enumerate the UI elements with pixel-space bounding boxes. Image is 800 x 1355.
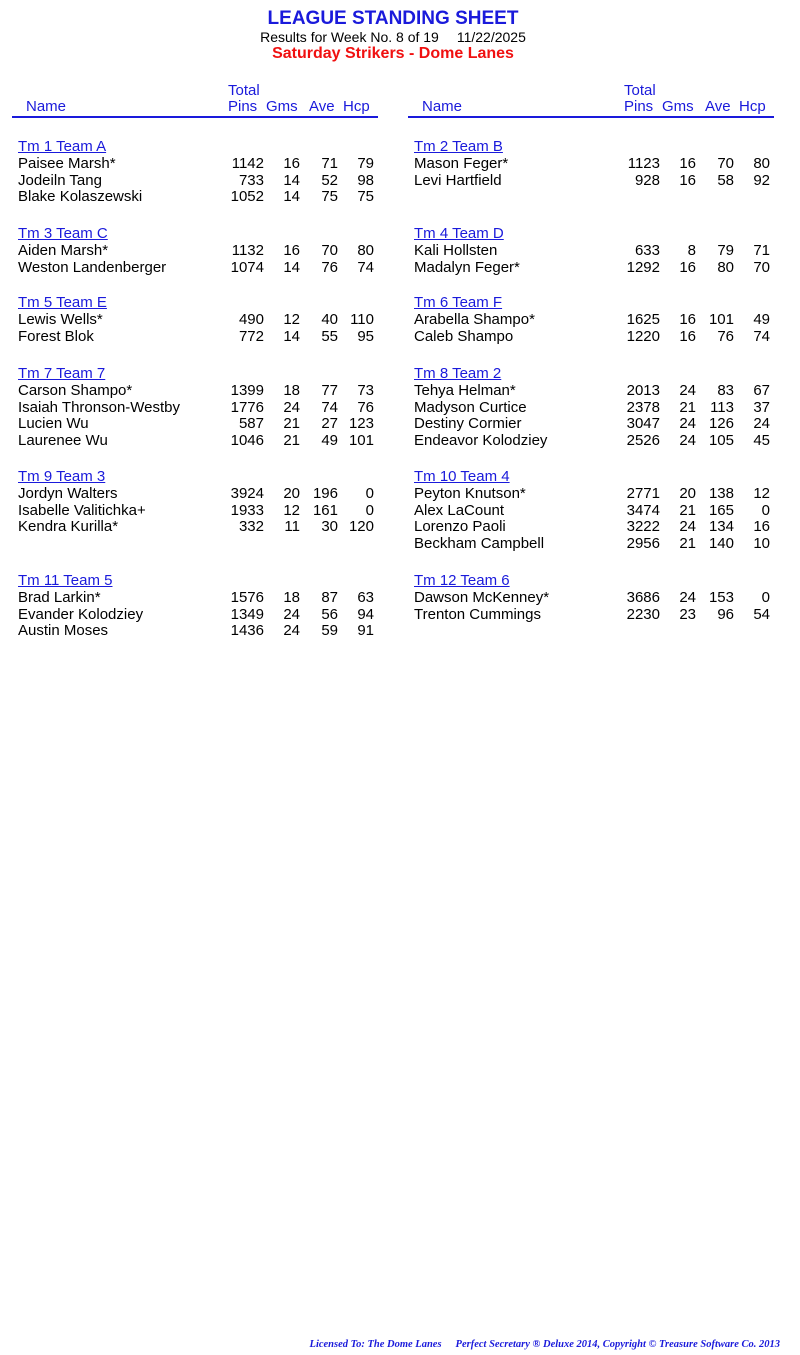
bowler-name: Madalyn Feger* [414, 258, 520, 276]
bowler-pins: 1046 [230, 432, 264, 450]
bowler-average: 49 [321, 432, 338, 450]
bowler-handicap: 73 [357, 382, 374, 399]
bowler-games: 14 [283, 188, 300, 206]
bowler-name: Mason Feger* [414, 155, 509, 172]
league-name: Saturday Strikers - Dome Lanes [272, 45, 514, 62]
bowler-name: Jordyn Walters [18, 485, 118, 502]
bowler-games: 16 [679, 171, 696, 189]
bowler-name: Carson Shampo* [18, 382, 133, 399]
header-gms: Gms [266, 98, 298, 115]
bowler-average: 30 [321, 518, 338, 536]
bowler-handicap: 67 [753, 382, 770, 399]
bowler-list [12, 312, 378, 345]
bowler-row [12, 607, 378, 624]
bowler-list [408, 590, 774, 623]
license-text: Licensed To: The Dome Lanes [309, 1339, 442, 1350]
bowler-games: 24 [679, 518, 696, 536]
right-column [408, 82, 774, 623]
bowler-name: Weston Landenberger [18, 258, 167, 276]
bowler-name: Endeavor Kolodziey [414, 432, 548, 450]
bowler-games: 14 [283, 258, 300, 276]
bowler-pins: 1292 [626, 258, 660, 276]
bowler-pins: 1349 [230, 605, 264, 623]
bowler-name: Isabelle Valitichka+ [18, 501, 146, 519]
bowler-games: 21 [283, 415, 300, 433]
bowler-name: Lorenzo Paoli [414, 518, 506, 536]
bowler-handicap: 0 [761, 501, 770, 519]
bowler-list [408, 486, 774, 553]
bowler-name: Trenton Cummings [414, 605, 541, 623]
bowler-handicap: 74 [753, 327, 770, 345]
bowler-pins: 2013 [626, 382, 660, 399]
bowler-pins: 1052 [230, 188, 264, 206]
bowler-row [408, 383, 774, 400]
bowler-row [408, 400, 774, 417]
bowler-pins: 633 [634, 242, 660, 259]
bowler-handicap: 92 [753, 171, 770, 189]
bowler-handicap: 70 [753, 258, 770, 276]
bowler-handicap: 94 [357, 605, 374, 623]
bowler-pins: 1142 [231, 155, 264, 172]
bowler-name: Lucien Wu [18, 415, 89, 433]
bowler-handicap: 101 [348, 432, 374, 450]
bowler-row [12, 329, 378, 346]
bowler-name: Blake Kolaszewski [18, 188, 143, 206]
bowler-pins: 3924 [230, 485, 264, 502]
bowler-pins: 1123 [627, 155, 660, 172]
bowler-average: 71 [321, 155, 338, 172]
bowler-average: 105 [708, 432, 734, 450]
bowler-games: 21 [679, 535, 696, 553]
bowler-games: 24 [679, 589, 696, 606]
bowler-handicap: 37 [753, 398, 770, 416]
bowler-games: 16 [283, 242, 300, 259]
bowler-handicap: 79 [357, 155, 374, 172]
bowler-name: Levi Hartfield [414, 171, 502, 189]
bowler-games: 24 [283, 605, 300, 623]
bowler-list [12, 156, 378, 206]
footer [0, 1339, 780, 1350]
bowler-name: Kali Hollsten [414, 242, 498, 259]
week-text: Results for Week No. 8 of 19 [260, 29, 439, 45]
bowler-name: Caleb Shampo [414, 327, 514, 345]
bowler-name: Kendra Kurilla* [18, 518, 119, 536]
bowler-average: 113 [710, 398, 734, 416]
bowler-name: Dawson McKenney* [414, 589, 550, 606]
bowler-list [408, 312, 774, 345]
bowler-pins: 587 [238, 415, 264, 433]
bowler-average: 55 [321, 327, 338, 345]
team-name-link[interactable]: Tm 6 Team F [414, 294, 503, 311]
team-name-link[interactable]: Tm 9 Team 3 [18, 468, 106, 485]
bowler-games: 16 [679, 311, 696, 328]
bowler-list [12, 590, 378, 640]
bowler-row [408, 607, 774, 624]
header-hcp: Hcp [739, 98, 766, 115]
bowler-row [12, 243, 378, 260]
bowler-average: 161 [312, 501, 338, 519]
team-name-link[interactable]: Tm 10 Team 4 [414, 468, 510, 485]
bowler-average: 126 [708, 415, 734, 433]
bowler-row [408, 329, 774, 346]
bowler-list [408, 156, 774, 189]
bowler-average: 76 [321, 258, 338, 276]
bowler-handicap: 45 [753, 432, 770, 450]
bowler-pins: 733 [238, 171, 264, 189]
bowler-name: Tehya Helman* [414, 382, 516, 399]
bowler-name: Madyson Curtice [414, 398, 527, 416]
bowler-games: 14 [283, 327, 300, 345]
bowler-handicap: 0 [761, 589, 770, 606]
bowler-handicap: 76 [357, 398, 374, 416]
bowler-name: Jodeiln Tang [18, 171, 102, 189]
column-header [408, 82, 774, 118]
bowler-handicap: 24 [753, 415, 770, 433]
left-column [12, 82, 378, 640]
column-header [12, 82, 378, 118]
bowler-handicap: 0 [365, 501, 374, 519]
team-name-link[interactable]: Tm 1 Team A [18, 138, 107, 155]
bowler-row [408, 519, 774, 536]
bowler-pins: 332 [238, 518, 264, 536]
bowler-pins: 2230 [626, 605, 660, 623]
header-pins: Pins [624, 98, 654, 115]
header-total: Total [228, 82, 260, 99]
bowler-row [12, 189, 378, 206]
bowler-average: 77 [321, 382, 338, 399]
bowler-pins: 3047 [626, 415, 660, 433]
bowler-handicap: 80 [357, 242, 374, 259]
bowler-games: 20 [679, 485, 696, 502]
team-name-link[interactable]: Tm 11 Team 5 [18, 572, 113, 589]
bowler-row [12, 260, 378, 277]
bowler-pins: 2771 [626, 485, 660, 502]
bowler-average: 40 [321, 311, 338, 328]
bowler-handicap: 91 [357, 622, 374, 640]
bowler-handicap: 63 [357, 589, 374, 606]
bowler-average: 101 [708, 311, 734, 328]
bowler-handicap: 16 [753, 518, 770, 536]
bowler-games: 21 [283, 432, 300, 450]
bowler-handicap: 98 [357, 171, 374, 189]
bowler-pins: 3474 [626, 501, 660, 519]
bowler-average: 76 [717, 327, 734, 345]
bowler-games: 8 [687, 242, 696, 259]
bowler-row [12, 312, 378, 329]
bowler-row [408, 416, 774, 433]
bowler-average: 153 [708, 589, 734, 606]
sheet-subtitle [0, 29, 786, 45]
bowler-average: 79 [717, 242, 734, 259]
bowler-average: 70 [717, 155, 734, 172]
bowler-handicap: 10 [753, 535, 770, 553]
bowler-average: 52 [321, 171, 338, 189]
bowler-pins: 2526 [626, 432, 660, 450]
team-name-link[interactable]: Tm 4 Team D [414, 225, 504, 242]
bowler-row [408, 503, 774, 520]
bowler-average: 75 [321, 188, 338, 206]
bowler-row [408, 243, 774, 260]
bowler-row [12, 433, 378, 450]
bowler-handicap: 120 [348, 518, 374, 536]
bowler-pins: 1399 [230, 382, 264, 399]
header-ave: Ave [309, 98, 335, 115]
bowler-name: Lewis Wells* [18, 311, 103, 328]
bowler-list [408, 383, 774, 450]
bowler-handicap: 80 [753, 155, 770, 172]
bowler-row [408, 536, 774, 553]
bowler-row [12, 173, 378, 190]
bowler-games: 24 [283, 622, 300, 640]
bowler-row [12, 590, 378, 607]
bowler-average: 196 [312, 485, 338, 502]
bowler-games: 24 [679, 382, 696, 399]
team-name-link[interactable]: Tm 2 Team B [414, 138, 503, 155]
bowler-pins: 1074 [230, 258, 264, 276]
bowler-name: Alex LaCount [414, 501, 505, 519]
team-name-link[interactable]: Tm 5 Team E [18, 294, 107, 311]
bowler-pins: 928 [634, 171, 660, 189]
bowler-name: Destiny Cormier [414, 415, 522, 433]
bowler-row [12, 400, 378, 417]
bowler-row [408, 260, 774, 277]
bowler-average: 80 [717, 258, 734, 276]
bowler-pins: 1132 [231, 242, 264, 259]
header-hcp: Hcp [343, 98, 370, 115]
bowler-row [12, 503, 378, 520]
bowler-games: 23 [679, 605, 696, 623]
bowler-games: 16 [679, 155, 696, 172]
bowler-list [12, 243, 378, 276]
bowler-name: Forest Blok [18, 327, 94, 345]
bowler-handicap: 95 [357, 327, 374, 345]
bowler-games: 14 [283, 171, 300, 189]
bowler-name: Aiden Marsh* [18, 242, 109, 259]
bowler-handicap: 110 [350, 311, 374, 328]
bowler-games: 24 [679, 415, 696, 433]
bowler-average: 59 [321, 622, 338, 640]
header-pins: Pins [228, 98, 258, 115]
bowler-handicap: 0 [365, 485, 374, 502]
bowler-handicap: 123 [348, 415, 374, 433]
bowler-average: 56 [321, 605, 338, 623]
header-name: Name [422, 98, 463, 115]
bowler-games: 18 [283, 382, 300, 399]
bowler-name: Austin Moses [18, 622, 109, 640]
team-name-link[interactable]: Tm 12 Team 6 [414, 572, 510, 589]
bowler-handicap: 49 [753, 311, 770, 328]
bowler-average: 87 [321, 589, 338, 606]
bowler-average: 83 [717, 382, 734, 399]
bowler-row [12, 383, 378, 400]
bowler-average: 140 [708, 535, 734, 553]
bowler-games: 18 [283, 589, 300, 606]
bowler-games: 16 [679, 258, 696, 276]
bowler-pins: 1625 [626, 311, 660, 328]
bowler-pins: 3686 [626, 589, 660, 606]
sheet-title: LEAGUE STANDING SHEET [267, 8, 519, 29]
bowler-games: 21 [679, 398, 696, 416]
bowler-games: 16 [679, 327, 696, 345]
bowler-name: Beckham Campbell [414, 535, 545, 553]
bowler-average: 27 [321, 415, 338, 433]
bowler-row [408, 156, 774, 173]
bowler-handicap: 12 [753, 485, 770, 502]
bowler-games: 24 [283, 398, 300, 416]
bowler-handicap: 71 [753, 242, 770, 259]
bowler-average: 134 [708, 518, 734, 536]
team-name-link[interactable]: Tm 3 Team C [18, 225, 108, 242]
bowler-name: Isaiah Thronson-Westby [18, 398, 181, 416]
bowler-average: 96 [717, 605, 734, 623]
bowler-name: Peyton Knutson* [414, 485, 526, 502]
bowler-pins: 2378 [626, 398, 660, 416]
bowler-row [12, 156, 378, 173]
bowler-row [12, 623, 378, 640]
header-total: Total [624, 82, 656, 99]
bowler-row [408, 433, 774, 450]
bowler-list [12, 486, 378, 536]
team-name-link[interactable]: Tm 8 Team 2 [414, 365, 502, 382]
bowler-pins: 3222 [626, 518, 660, 536]
bowler-games: 16 [283, 155, 300, 172]
bowler-row [408, 486, 774, 503]
bowler-row [408, 590, 774, 607]
bowler-games: 20 [283, 485, 300, 502]
bowler-name: Brad Larkin* [18, 589, 101, 606]
bowler-average: 165 [708, 501, 734, 519]
team-name-link[interactable]: Tm 7 Team 7 [18, 365, 106, 382]
bowler-pins: 1933 [230, 501, 264, 519]
bowler-games: 12 [283, 311, 300, 328]
bowler-row [12, 416, 378, 433]
header-name: Name [26, 98, 67, 115]
bowler-handicap: 54 [753, 605, 770, 623]
copyright-text: Perfect Secretary ® Deluxe 2014, Copyright © Treasure Software Co. 2013 [455, 1339, 780, 1350]
bowler-row [12, 519, 378, 536]
bowler-average: 138 [708, 485, 734, 502]
bowler-row [408, 312, 774, 329]
bowler-row [12, 486, 378, 503]
bowler-pins: 1776 [230, 398, 264, 416]
bowler-games: 24 [679, 432, 696, 450]
bowler-name: Evander Kolodziey [18, 605, 144, 623]
bowler-average: 70 [321, 242, 338, 259]
bowler-games: 11 [284, 518, 300, 536]
bowler-games: 21 [679, 501, 696, 519]
bowler-games: 12 [283, 501, 300, 519]
date-text: 11/22/2025 [456, 29, 526, 45]
bowler-average: 58 [717, 171, 734, 189]
bowler-average: 74 [321, 398, 338, 416]
bowler-handicap: 74 [357, 258, 374, 276]
bowler-pins: 1576 [230, 589, 264, 606]
bowler-pins: 772 [238, 327, 264, 345]
bowler-pins: 490 [238, 311, 264, 328]
bowler-pins: 1220 [626, 327, 660, 345]
bowler-name: Arabella Shampo* [414, 311, 535, 328]
bowler-name: Paisee Marsh* [18, 155, 116, 172]
header-ave: Ave [705, 98, 731, 115]
bowler-list [12, 383, 378, 450]
bowler-pins: 1436 [230, 622, 264, 640]
bowler-pins: 2956 [626, 535, 660, 553]
bowler-handicap: 75 [357, 188, 374, 206]
bowler-name: Laurenee Wu [18, 432, 108, 450]
bowler-row [408, 173, 774, 190]
header-gms: Gms [662, 98, 694, 115]
bowler-list [408, 243, 774, 276]
